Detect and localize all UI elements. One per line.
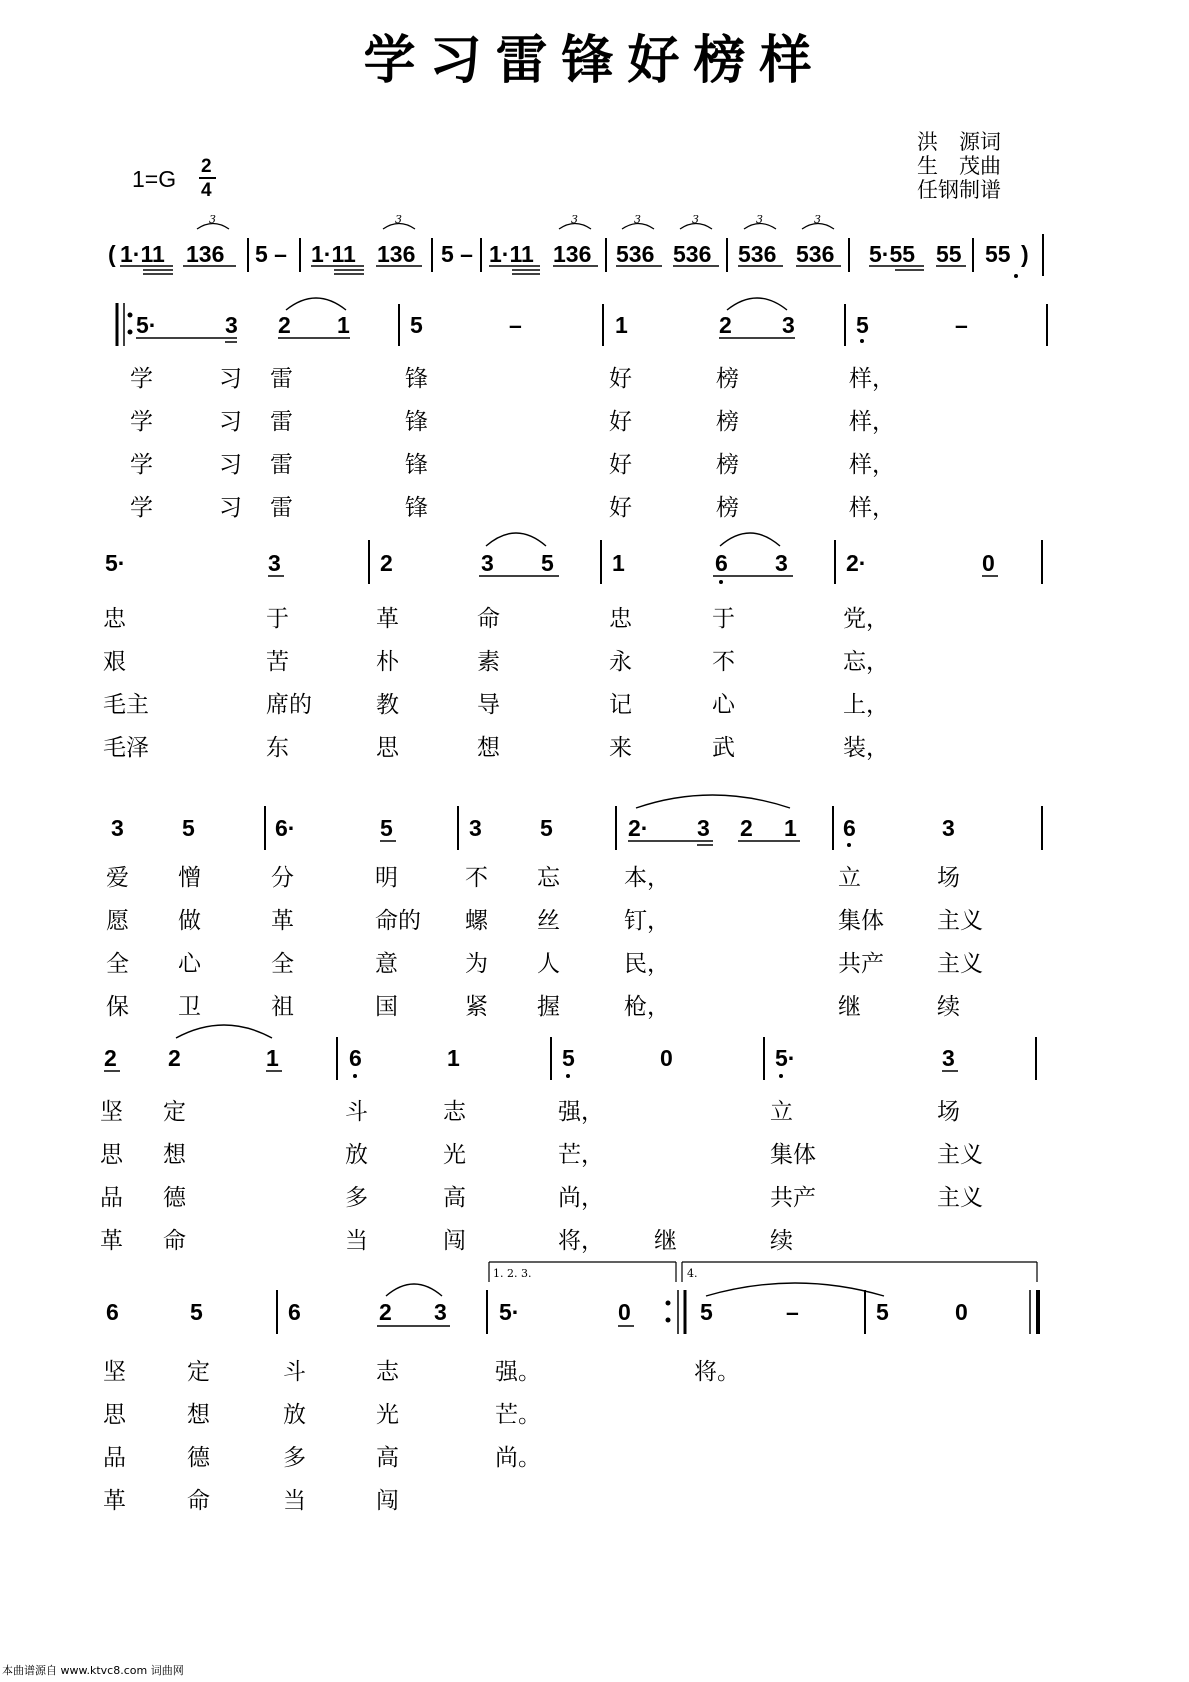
lyric: 习 <box>219 452 242 478</box>
lyric: 多 <box>345 1185 368 1211</box>
note: 3 <box>775 550 788 576</box>
lyric: 主义 <box>937 1185 983 1211</box>
note: 3 <box>942 815 955 841</box>
lyric: 光 <box>443 1142 466 1168</box>
note: 5 <box>700 1299 713 1325</box>
lyric: 于 <box>266 606 289 632</box>
note: 2 <box>740 815 753 841</box>
note: 6 <box>715 550 728 576</box>
lyric: 爱 <box>106 865 129 891</box>
lyric: 忘， <box>843 649 889 675</box>
lyric: 国 <box>375 994 398 1020</box>
lyric: 忘 <box>537 865 560 891</box>
note: 1 <box>447 1045 460 1071</box>
note: 1 <box>337 312 350 338</box>
intro-note: 136 <box>186 241 225 267</box>
lyric: 榜 <box>716 452 739 478</box>
lyric: 样， <box>849 366 895 392</box>
note: 6 <box>843 815 856 841</box>
note: 5 <box>540 815 553 841</box>
lyric: 民， <box>624 951 670 977</box>
lyric: 好 <box>609 366 632 392</box>
intro-note: 1·11 <box>489 241 534 267</box>
triplet-mark: 3 <box>692 213 699 226</box>
note: – <box>509 312 522 338</box>
lyric: 苦 <box>266 649 289 675</box>
intro-note: 5 – <box>255 241 287 267</box>
lyric: 命的 <box>375 908 421 934</box>
note: 5· <box>775 1045 796 1071</box>
lyric: 习 <box>219 409 242 435</box>
intro-note: 536 <box>616 241 655 267</box>
lyric: 不 <box>712 649 735 675</box>
intro-note: 136 <box>553 241 592 267</box>
lyric: 愿 <box>106 908 129 934</box>
lyric: 明 <box>375 865 398 891</box>
lyric: 学 <box>130 495 153 521</box>
time-signature-top: 2 <box>201 156 212 177</box>
time-signature-bottom: 4 <box>201 180 212 201</box>
song-title: 学习雷锋好榜样 <box>363 30 826 91</box>
lyric: 当 <box>283 1488 306 1514</box>
intro-note: 55 <box>985 241 1011 267</box>
lyric: 锋 <box>405 495 428 521</box>
lyric: 坚 <box>100 1099 123 1125</box>
note: 5 <box>876 1299 889 1325</box>
note: 6· <box>275 815 296 841</box>
composer-credit: 生 茂曲 <box>917 154 1001 178</box>
lyric: 钉， <box>624 908 670 934</box>
lyric: 卫 <box>178 994 201 1020</box>
lyric: 想 <box>477 735 500 761</box>
note: 5 <box>856 312 869 338</box>
lyric: 样， <box>849 452 895 478</box>
note: 2 <box>380 550 393 576</box>
intro-note: 5·55 <box>869 241 916 267</box>
note: 5 <box>541 550 554 576</box>
lyric: 教 <box>376 692 399 718</box>
lyric: 想 <box>187 1402 210 1428</box>
note: 1 <box>784 815 797 841</box>
intro-note: 136 <box>377 241 416 267</box>
note: 5· <box>136 312 157 338</box>
note: 2· <box>628 815 649 841</box>
note: 5 <box>182 815 195 841</box>
intro-note: 1·11 <box>120 241 165 267</box>
lyric: 于 <box>712 606 735 632</box>
lyric: 螺 <box>465 908 488 934</box>
lyric: 本， <box>624 865 670 891</box>
note: 5 <box>190 1299 203 1325</box>
lyric: 多 <box>283 1445 306 1471</box>
lyric: 永 <box>609 649 632 675</box>
lyric: 样， <box>849 409 895 435</box>
intro-open-paren: ( <box>108 241 116 267</box>
lyric: 丝 <box>537 908 560 934</box>
lyric: 放 <box>345 1142 368 1168</box>
lyric: 当 <box>345 1228 368 1254</box>
lyric: 枪， <box>624 994 670 1020</box>
lyric: 席的 <box>266 692 312 718</box>
note: 2· <box>846 550 867 576</box>
lyric: 记 <box>609 692 632 718</box>
lyric: 志 <box>376 1359 399 1385</box>
lyric: 雷 <box>270 495 293 521</box>
lyric: 握 <box>537 994 560 1020</box>
triplet-mark: 3 <box>634 213 641 226</box>
note: 3 <box>434 1299 447 1325</box>
note: 5· <box>499 1299 520 1325</box>
lyric: 毛泽 <box>103 735 149 761</box>
note: 6 <box>349 1045 362 1071</box>
key-signature: 1=G <box>132 166 177 192</box>
lyric: 好 <box>609 409 632 435</box>
intro-close-paren: ) <box>1021 241 1029 267</box>
lyric: 分 <box>271 865 294 891</box>
lyric: 思 <box>103 1402 126 1428</box>
note: 2 <box>379 1299 392 1325</box>
notation-credit: 任钢制谱 <box>917 178 1001 202</box>
lyric: 保 <box>106 994 129 1020</box>
lyric: 雷 <box>270 366 293 392</box>
second-ending-label: 4. <box>687 1267 698 1280</box>
lyric: 强。 <box>495 1359 541 1385</box>
lyric: 继 <box>838 994 861 1020</box>
lyric: 革 <box>100 1228 123 1254</box>
note: 3 <box>942 1045 955 1071</box>
lyric: 品 <box>100 1185 123 1211</box>
intro-note: 1·11 <box>311 241 356 267</box>
lyric: 朴 <box>376 649 399 675</box>
lyric: 东 <box>266 735 289 761</box>
lyric: 榜 <box>716 366 739 392</box>
first-ending-label: 1. 2. 3. <box>493 1267 532 1280</box>
triplet-mark: 3 <box>756 213 763 226</box>
lyric: 思 <box>100 1142 123 1168</box>
note: 1 <box>612 550 625 576</box>
note: 3 <box>697 815 710 841</box>
lyric: 场 <box>937 1099 960 1125</box>
lyric: 心 <box>178 951 201 977</box>
lyric: 命 <box>163 1228 186 1254</box>
intro-note: 55 <box>936 241 962 267</box>
lyric: 锋 <box>405 452 428 478</box>
lyric: 全 <box>106 951 129 977</box>
lyric: 好 <box>609 495 632 521</box>
triplet-mark: 3 <box>395 213 402 226</box>
lyric: 定 <box>187 1359 210 1385</box>
lyric: 立 <box>770 1099 793 1125</box>
lyric: 艰 <box>103 649 126 675</box>
note: 0 <box>618 1299 631 1325</box>
note: 5 <box>410 312 423 338</box>
lyric: 集体 <box>838 908 884 934</box>
intro-note: 5 – <box>441 241 473 267</box>
lyric: 紧 <box>465 994 488 1020</box>
lyric: 高 <box>376 1445 399 1471</box>
lyric: 立 <box>838 865 861 891</box>
lyric: 心 <box>712 692 735 718</box>
note: 1 <box>615 312 628 338</box>
lyric: 将。 <box>694 1359 740 1385</box>
lyric: 习 <box>219 495 242 521</box>
intro-note: 536 <box>673 241 712 267</box>
lyric: 主义 <box>937 1142 983 1168</box>
note: 3 <box>481 550 494 576</box>
note: 2 <box>168 1045 181 1071</box>
lyric: 忠 <box>103 606 126 632</box>
lyric: 闯 <box>376 1488 399 1514</box>
lyric: 思 <box>376 735 399 761</box>
lyric: 意 <box>375 951 398 977</box>
lyric: 武 <box>712 735 735 761</box>
lyric: 全 <box>271 951 294 977</box>
lyric: 为 <box>465 951 488 977</box>
lyric: 人 <box>537 951 560 977</box>
source-footer: 本曲谱源自 www.ktvc8.com 词曲网 <box>2 1664 184 1677</box>
lyric: 革 <box>376 606 399 632</box>
lyric: 继 <box>654 1228 677 1254</box>
lyric: 榜 <box>716 409 739 435</box>
lyric: 续 <box>770 1228 793 1254</box>
lyric: 革 <box>103 1488 126 1514</box>
lyric: 坚 <box>103 1359 126 1385</box>
lyric: 志 <box>443 1099 466 1125</box>
lyric: 导 <box>477 692 500 718</box>
note: 3 <box>111 815 124 841</box>
note: 6 <box>106 1299 119 1325</box>
lyric: 想 <box>163 1142 186 1168</box>
lyric: 忠 <box>609 606 632 632</box>
note: 5 <box>380 815 393 841</box>
lyric: 党， <box>843 606 889 632</box>
lyric: 锋 <box>405 366 428 392</box>
lyric: 斗 <box>283 1359 306 1385</box>
lyric: 毛主 <box>103 692 149 718</box>
lyric: 锋 <box>405 409 428 435</box>
lyric: 不 <box>465 865 488 891</box>
lyric: 德 <box>187 1445 210 1471</box>
lyric: 雷 <box>270 409 293 435</box>
lyric: 学 <box>130 452 153 478</box>
lyric: 共产 <box>838 951 884 977</box>
lyric: 雷 <box>270 452 293 478</box>
lyric: 续 <box>937 994 960 1020</box>
lyric: 素 <box>477 649 500 675</box>
triplet-mark: 3 <box>209 213 216 226</box>
lyric: 上， <box>843 692 889 718</box>
note: 3 <box>469 815 482 841</box>
lyric: 芒。 <box>495 1402 541 1428</box>
lyric: 将， <box>558 1228 604 1254</box>
lyric: 场 <box>937 865 960 891</box>
triplet-mark: 3 <box>571 213 578 226</box>
note: 0 <box>982 550 995 576</box>
lyric: 尚。 <box>495 1445 541 1471</box>
note: 5· <box>105 550 126 576</box>
intro-note: 536 <box>796 241 835 267</box>
lyric: 共产 <box>770 1185 816 1211</box>
lyric: 主义 <box>937 908 983 934</box>
lyric: 样， <box>849 495 895 521</box>
note: 3 <box>225 312 238 338</box>
lyric: 祖 <box>271 994 294 1020</box>
lyric: 闯 <box>443 1228 466 1254</box>
note: 0 <box>660 1045 673 1071</box>
note: 2 <box>278 312 291 338</box>
lyric: 做 <box>178 908 201 934</box>
lyric: 主义 <box>937 951 983 977</box>
note: 2 <box>719 312 732 338</box>
triplet-mark: 3 <box>814 213 821 226</box>
lyric: 榜 <box>716 495 739 521</box>
note: 5 <box>562 1045 575 1071</box>
note: 3 <box>268 550 281 576</box>
lyric: 定 <box>163 1099 186 1125</box>
note: 0 <box>955 1299 968 1325</box>
lyric: 光 <box>376 1402 399 1428</box>
lyric: 来 <box>609 735 632 761</box>
intro-note: 536 <box>738 241 777 267</box>
lyric: 命 <box>187 1488 210 1514</box>
lyric: 放 <box>283 1402 306 1428</box>
note: 2 <box>104 1045 117 1071</box>
lyric: 芒， <box>558 1142 604 1168</box>
lyric: 集体 <box>770 1142 816 1168</box>
note: 6 <box>288 1299 301 1325</box>
note: – <box>955 312 968 338</box>
note: – <box>786 1299 799 1325</box>
lyric: 学 <box>130 366 153 392</box>
lyric: 尚， <box>558 1185 604 1211</box>
note: 1 <box>266 1045 279 1071</box>
note: 3 <box>782 312 795 338</box>
lyric: 装， <box>843 735 889 761</box>
lyric: 强， <box>558 1099 604 1125</box>
lyric: 好 <box>609 452 632 478</box>
lyric: 习 <box>219 366 242 392</box>
lyric: 斗 <box>345 1099 368 1125</box>
lyric: 命 <box>477 606 500 632</box>
lyric: 品 <box>103 1445 126 1471</box>
lyric: 德 <box>163 1185 186 1211</box>
lyric: 学 <box>130 409 153 435</box>
lyricist-credit: 洪 源词 <box>917 130 1001 154</box>
lyric: 憎 <box>178 865 201 891</box>
lyric: 革 <box>271 908 294 934</box>
lyric: 高 <box>443 1185 466 1211</box>
